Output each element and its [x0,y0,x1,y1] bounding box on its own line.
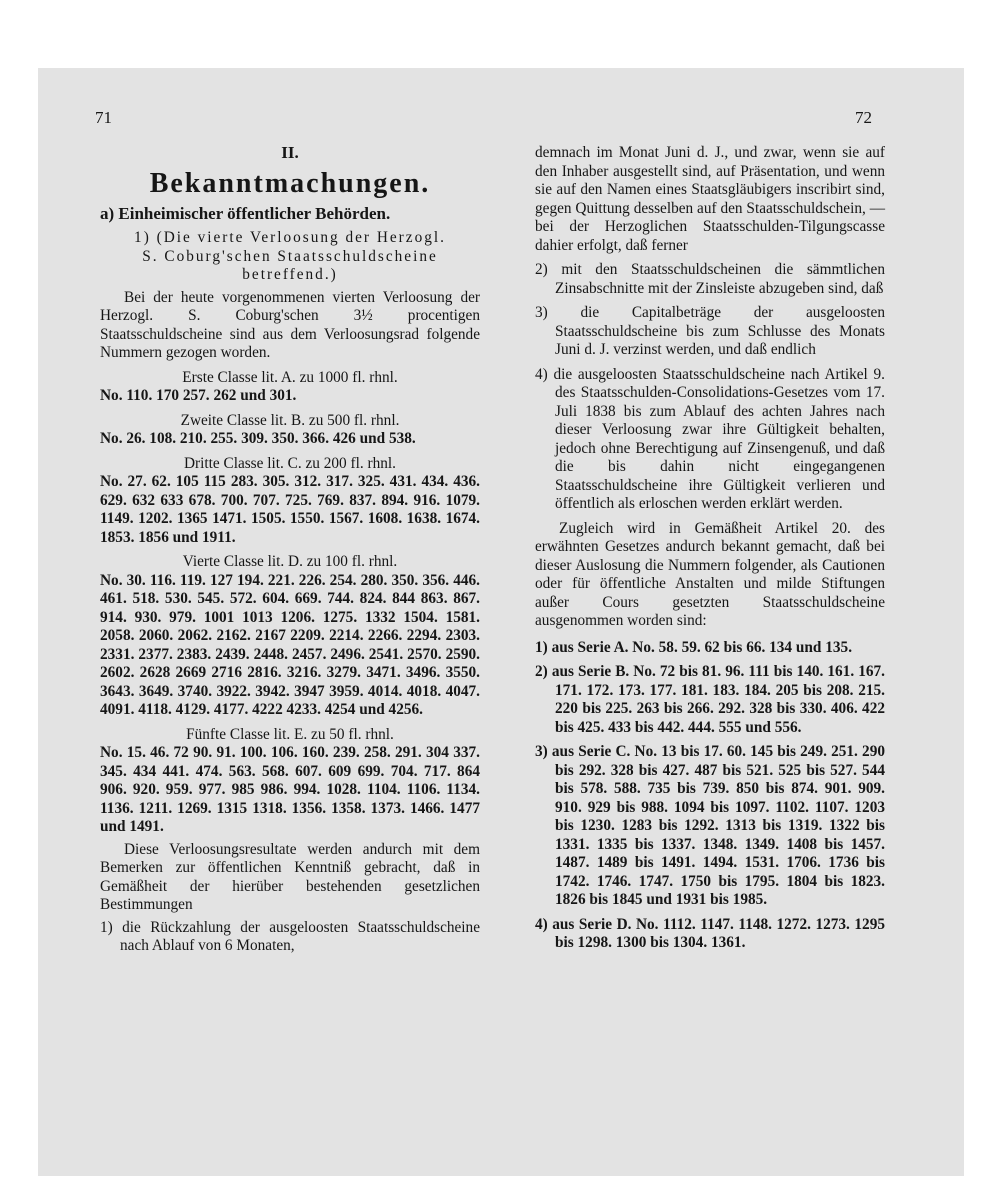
class1-label: Erste Classe lit. A. zu 1000 fl. rhnl. [182,368,398,386]
right-column [535,144,885,959]
section-subheading: a) Einheimischer öffentlicher Behörden. [100,203,391,223]
list-item-1: 1) die Rückzahlung der ausgeloosten Staatsschuldscheine nach Ablauf von 6 Monaten, [100,918,480,954]
intro-paragraph: Bei der heute vorgenommenen vierten Verloosung der Herzogl. S. Coburg'schen 3½ procentigen Staatsschuldscheine sind aus dem Verloosungsrad folgende Nummern gezogen worden. [100,288,480,361]
serie-c-item: 3) aus Serie C. No. 13 bis 17. 60. 145 bis 249. 251. 290 bis 292. 328 bis 427. 487 bis 521. 525 bis 527. 544 bis 578. 588. 735 bis 739. 850 bis 874. 901. 909. 910. 929 bis 988. 1094 bis 1097. 1102. 1107. 1203 bis 1230. 1283 bis 1292. 1313 bis 1319. 1322 bis 1331. 1335 bis 1337. 1348. 1349. 1408 bis 1457. 1487. 1489 bis 1491. 1494. 1531. 1706. 1736 bis 1742. 1746. 1747. 1750 bis 1795. 1804 bis 1823. 1826 bis 1845 und 1931 bis 1985. [535,743,885,908]
class5-label: Fünfte Classe lit. E. zu 50 fl. rhnl. [186,725,394,743]
results-paragraph: Diese Verloosungsresultate werden andurch mit dem Bemerken zur öffentlichen Kenntniß gebracht, daß in Gemäßheit der hierüber bestehenden gesetzlichen Bestimmungen [100,840,480,913]
left-column [100,144,480,962]
zugleich-paragraph: Zugleich wird in Gemäßheit Artikel 20. des erwähnten Gesetzes andurch bekannt gemacht, daß bei dieser Auslosung die Nummern folgender, als Cautionen oder für öffentliche Anstalten und milde Stiftungen außer Cours gesetzten Staatsschuldscheine ausgenommen worden sind: [535,519,885,629]
list-item-3: 3) die Capitalbeträge der ausgeloosten Staatsschuldscheine bis zum Schlusse des Monats Juni d. J. verzinst werden, und daß endlich [535,304,885,358]
left-page-number: 71 [95,108,112,127]
class2-numbers: No. 26. 108. 210. 255. 309. 350. 366. 426 und 538. [100,430,416,447]
list-item-4: 4) die ausgeloosten Staatsschuldscheine nach Artikel 9. des Staatsschulden-Consolidations-Gesetzes vom 17. Juli 1838 bis zum Ablauf des achten Jahres nach dieser Verloosung zwar ihre Gültigkeit behalten, jedoch ohne Berechtigung auf Zinsengenuß, und daß die bis dahin nicht eingegangenen Staatsschuldscheine ihre Gültigkeit verlieren und öffentlich als erloschen werden erklärt werden. [535,365,885,512]
notice-title-line2: S. Coburg'schen Staatsschuldscheine betreffend.) [142,247,438,283]
class3-numbers: No. 27. 62. 105 115 283. 305. 312. 317. 325. 431. 434. 436. 629. 632 633 678. 700. 707. 725. 769. 837. 894. 916. 1079. 1149. 1202. 1365 1471. 1505. 1550. 1567. 1608. 1638. 1674. 1853. 1856 und 1911. [100,473,480,546]
serie-a-item: 1) aus Serie A. No. 58. 59. 62 bis 66. 134 und 135. [535,638,853,656]
serie-d-item: 4) aus Serie D. No. 1112. 1147. 1148. 1272. 1273. 1295 bis 1298. 1300 bis 1304. 1361. [535,915,885,951]
class2-label: Zweite Classe lit. B. zu 500 fl. rhnl. [180,411,400,429]
continuation-paragraph: demnach im Monat Juni d. J., und zwar, wenn sie auf den Inhaber ausgestellt sind, auf Präsentation, und wenn sie auf den Namen eines Staatsgläubigers inscribirt sind, gegen Quittung desselben auf den Staatsschuldschein, — bei der Herzoglichen Staatsschulden-Tilgungscasse dahier erfolgt, daß ferner [535,144,885,254]
class5-numbers: No. 15. 46. 72 90. 91. 100. 106. 160. 239. 258. 291. 304 337. 345. 434 441. 474. 563. 568. 607. 609 699. 704. 717. 864 906. 920. 959. 977. 985 986. 994. 1028. 1104. 1106. 1134. 1136. 1211. 1269. 1315 1318. 1356. 1358. 1373. 1466. 1477 und 1491. [100,744,480,835]
class1-numbers: No. 110. 170 257. 262 und 301. [100,387,297,404]
class3-label: Dritte Classe lit. C. zu 200 fl. rhnl. [183,454,396,472]
list-item-2: 2) mit den Staatsschuldscheinen die sämmtlichen Zinsabschnitte mit der Zinsleiste abzugeben sind, daß [535,261,885,297]
section-heading: Bekanntmachungen. [149,167,431,199]
serie-b-item: 2) aus Serie B. No. 72 bis 81. 96. 111 bis 140. 161. 167. 171. 172. 173. 177. 181. 183. 184. 205 bis 208. 215. 220 bis 225. 263 bis 266. 292. 328 bis 330. 406. 422 bis 425. 433 bis 442. 444. 555 und 556. [535,663,885,736]
class4-numbers: No. 30. 116. 119. 127 194. 221. 226. 254. 280. 350. 356. 446. 461. 518. 530. 545. 572. 604. 669. 744. 824. 844 863. 867. 914. 930. 979. 1001 1013 1206. 1275. 1332 1504. 1581. 2058. 2060. 2062. 2162. 2167 2209. 2214. 2266. 2294. 2303. 2331. 2377. 2383. 2439. 2448. 2457. 2496. 2541. 2570. 2590. 2602. 2628 2669 2716 2816. 3216. 3279. 3471. 3496. 3550. 3643. 3649. 3740. 3922. 3942. 3947 3959. 4014. 4018. 4047. 4091. 4118. 4129. 4177. 4222 4233. 4254 und 4256. [100,571,480,718]
section-roman: II. [281,143,299,162]
notice-title-line1: 1) (Die vierte Verloosung der Herzogl. [134,229,446,246]
right-page-number: 72 [855,108,872,127]
class4-label: Vierte Classe lit. D. zu 100 fl. rhnl. [182,553,398,570]
